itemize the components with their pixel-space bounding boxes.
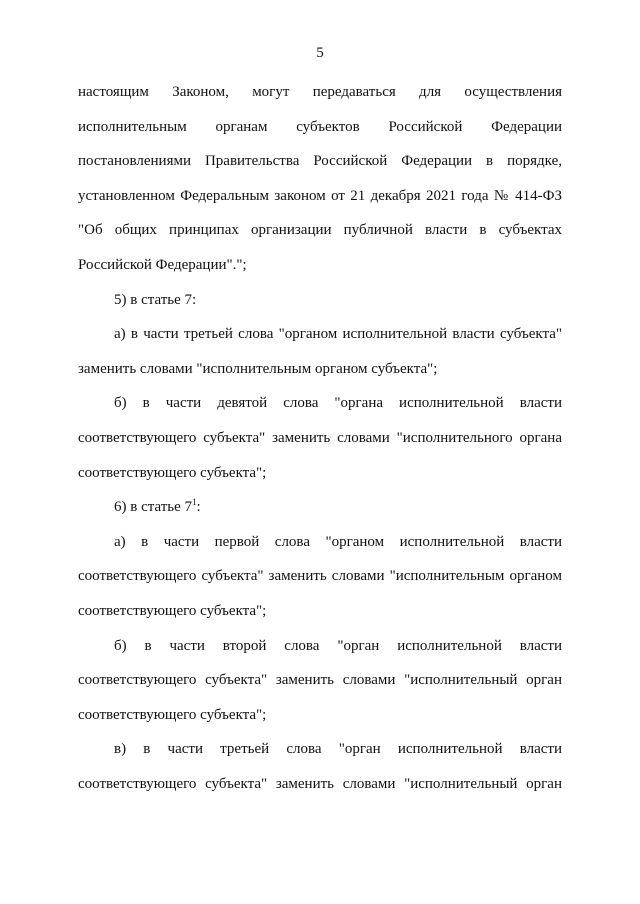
text-line: б) в части девятой слова "органа исполнительной власти: [114, 395, 562, 412]
article-5-heading: 5) в статье 7:: [114, 291, 197, 308]
text-line: Российской Федерации".";: [78, 256, 247, 273]
text-line: соответствующего субъекта" заменить словами "исполнительного органа: [78, 429, 562, 446]
text-line: соответствующего субъекта" заменить словами "исполнительным органом: [78, 568, 562, 585]
text-line: соответствующего субъекта" заменить словами "исполнительный орган: [78, 775, 562, 792]
text-line: соответствующего субъекта";: [78, 464, 267, 481]
article-6-heading: [78, 497, 562, 532]
text-line: "Об общих принципах организации публичной власти в субъектах: [78, 222, 562, 239]
page-number: 5: [316, 45, 324, 61]
text-line: в) в части третьей слова "орган исполнительной власти: [114, 741, 562, 758]
text-line: настоящим Законом, могут передаваться для осуществления: [78, 84, 562, 100]
text-line: заменить словами "исполнительным органом субъекта";: [78, 360, 438, 377]
text-line: б) в части второй слова "орган исполнительной власти: [114, 637, 562, 654]
text-line: соответствующего субъекта";: [78, 706, 267, 723]
article-6-heading-suffix: :: [196, 499, 201, 516]
text-line: исполнительным органам субъектов Российской Федерации: [78, 118, 562, 135]
article-superscript: 1: [192, 497, 197, 508]
text-line: установленном Федеральным законом от 21 декабря 2021 года № 414-ФЗ: [78, 187, 562, 204]
text-line: соответствующего субъекта" заменить словами "исполнительный орган: [78, 672, 562, 689]
text-line: а) в части третьей слова "органом исполнительной власти субъекта": [114, 326, 562, 343]
text-line: соответствующего субъекта";: [78, 602, 267, 619]
text-line: постановлениями Правительства Российской Федерации в порядке,: [78, 153, 562, 170]
article-6-heading-text: 6) в статье 7: [114, 499, 193, 516]
document-body: [78, 82, 562, 808]
text-line: а) в части первой слова "органом исполнительной власти: [114, 533, 562, 550]
